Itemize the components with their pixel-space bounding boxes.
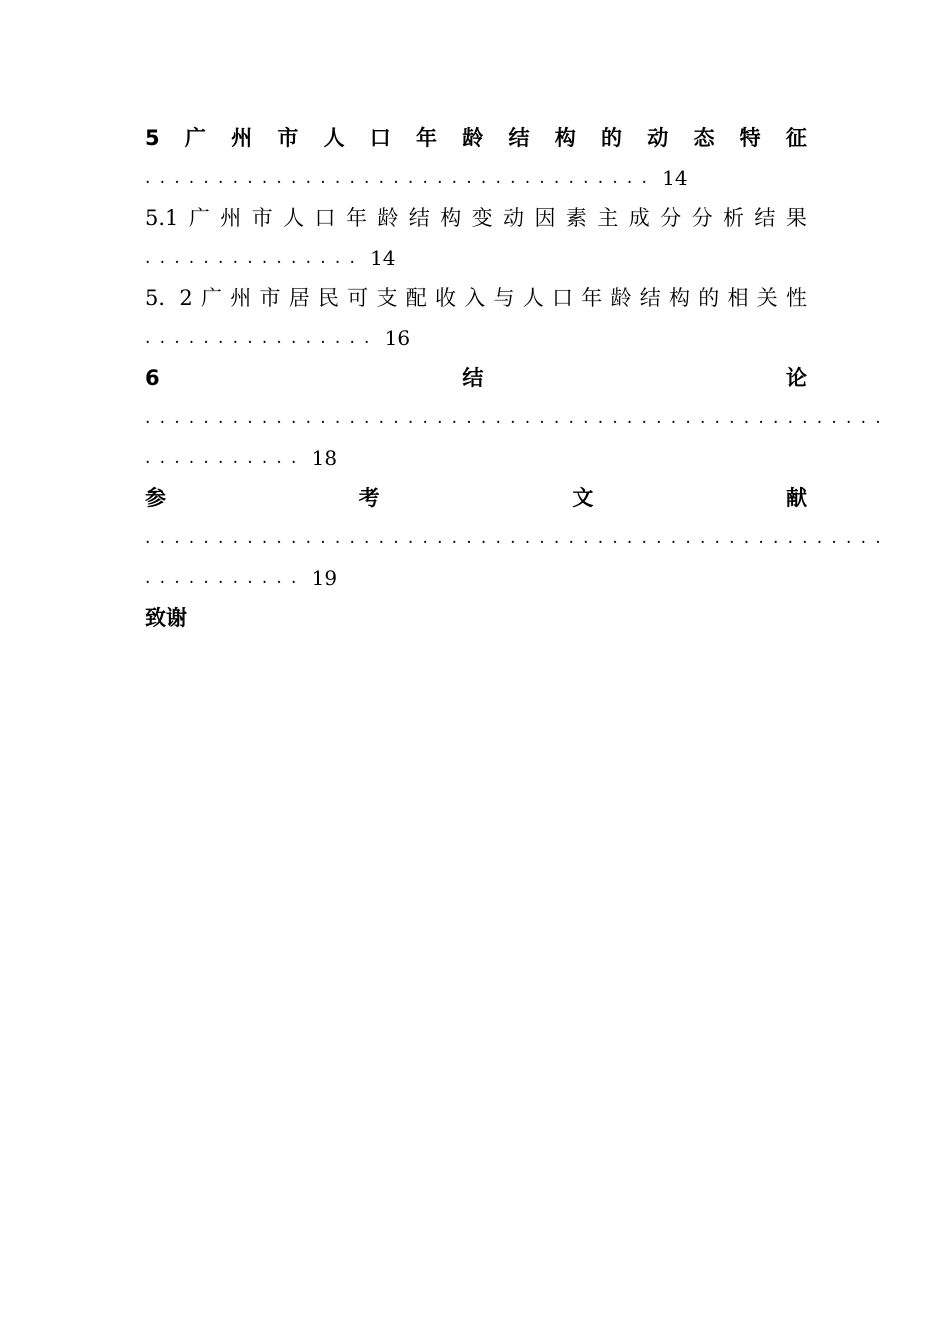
toc-char: 文 <box>572 486 594 510</box>
toc-char: 年 <box>416 126 438 150</box>
toc-char: 分 <box>660 206 682 230</box>
toc-char: 成 <box>628 206 650 230</box>
toc-entry-references-leader-full <box>145 518 890 558</box>
toc-thanks-title: 致谢 <box>145 606 187 630</box>
toc-entry-references-title[interactable] <box>145 478 807 518</box>
toc-dot-leader: ................................... <box>145 168 657 188</box>
toc-char: 因 <box>534 206 556 230</box>
toc-page-number: 16 <box>384 326 411 350</box>
toc-references-title <box>145 478 807 518</box>
toc-char: 关 <box>756 286 778 310</box>
toc-char: 市 <box>259 286 281 310</box>
toc-char: 口 <box>369 126 391 150</box>
toc-char: 龄 <box>610 286 632 310</box>
toc-entry-ch5-1-title[interactable] <box>145 198 807 238</box>
toc-char: 口 <box>551 286 573 310</box>
toc-char: 果 <box>785 206 807 230</box>
toc-entry-ch6-leader[interactable] <box>145 438 807 478</box>
toc-char: 考 <box>358 486 380 510</box>
toc-entry-thanks[interactable] <box>145 598 807 638</box>
toc-char: 与 <box>493 286 515 310</box>
toc-dot-leader: ................................................... <box>145 408 890 428</box>
toc-char: 年 <box>581 286 603 310</box>
toc-entry-ch5-2-leader[interactable] <box>145 318 807 358</box>
toc-char: 6 <box>145 366 160 390</box>
toc-char: 态 <box>693 126 715 150</box>
toc-char: 相 <box>727 286 749 310</box>
toc-char: 广 <box>188 206 210 230</box>
toc-char: 5．2 <box>145 286 193 310</box>
toc-char: 可 <box>347 286 369 310</box>
toc-char: 素 <box>565 206 587 230</box>
toc-char: 的 <box>698 286 720 310</box>
toc-char: 构 <box>440 206 462 230</box>
toc-char: 口 <box>314 206 336 230</box>
toc-char: 人 <box>522 286 544 310</box>
toc-char: 变 <box>471 206 493 230</box>
toc-dot-leader: ........... <box>145 448 306 468</box>
toc-char: 性 <box>785 286 807 310</box>
toc-char: 5 <box>145 126 160 150</box>
toc-char: 入 <box>464 286 486 310</box>
toc-dot-leader: ........... <box>145 568 306 588</box>
toc-char: 支 <box>376 286 398 310</box>
toc-page-number: 14 <box>662 166 688 190</box>
toc-char: 市 <box>251 206 273 230</box>
toc-char: 人 <box>283 206 305 230</box>
toc-char: 居 <box>288 286 310 310</box>
toc-char: 征 <box>785 126 807 150</box>
toc-entry-ch5-leader[interactable] <box>145 158 807 198</box>
toc-dot-leader: ................................................... <box>145 528 890 548</box>
toc-char: 广 <box>200 286 222 310</box>
toc-ch5-title <box>145 118 807 158</box>
toc-entry-ch6-title[interactable] <box>145 358 807 398</box>
toc-char: 州 <box>231 126 253 150</box>
toc-page-number: 14 <box>370 246 396 270</box>
toc-char: 州 <box>220 206 242 230</box>
toc-char: 州 <box>230 286 252 310</box>
toc-char: 收 <box>434 286 456 310</box>
toc-char: 特 <box>739 126 761 150</box>
toc-dot-leader: ................ <box>145 328 379 348</box>
table-of-contents <box>145 118 890 638</box>
toc-char: 市 <box>277 126 299 150</box>
toc-char: 配 <box>405 286 427 310</box>
toc-char: 龄 <box>462 126 484 150</box>
toc-page-number: 18 <box>311 446 338 470</box>
toc-page-number: 19 <box>311 566 338 590</box>
toc-char: 结 <box>639 286 661 310</box>
toc-dot-leader: ............... <box>145 248 365 268</box>
toc-char: 分 <box>691 206 713 230</box>
toc-char: 论 <box>786 366 807 390</box>
toc-entry-ch5-1-leader[interactable] <box>145 238 807 278</box>
toc-char: 析 <box>723 206 744 230</box>
toc-char: 结 <box>754 206 776 230</box>
toc-char: 民 <box>317 286 339 310</box>
toc-ch5-2-title <box>145 278 807 318</box>
toc-char: 5.1 <box>145 206 179 230</box>
toc-char: 参 <box>145 486 166 510</box>
toc-char: 动 <box>647 126 669 150</box>
toc-ch6-title <box>145 358 807 398</box>
toc-char: 构 <box>668 286 690 310</box>
toc-entry-references-leader[interactable] <box>145 558 807 598</box>
toc-char: 的 <box>600 126 622 150</box>
toc-char: 主 <box>597 206 619 230</box>
toc-ch5-1-title <box>145 198 807 238</box>
toc-char: 龄 <box>377 206 399 230</box>
toc-char: 结 <box>462 366 484 390</box>
toc-entry-ch5-2-title[interactable] <box>145 278 807 318</box>
toc-entry-ch6-leader-full <box>145 398 890 438</box>
toc-char: 构 <box>554 126 576 150</box>
toc-entry-ch5-title[interactable] <box>145 118 807 158</box>
toc-char: 结 <box>408 206 430 230</box>
toc-char: 人 <box>323 126 345 150</box>
toc-char: 广 <box>184 126 206 150</box>
toc-char: 动 <box>503 206 525 230</box>
toc-char: 献 <box>785 486 807 510</box>
toc-char: 年 <box>345 206 367 230</box>
toc-char: 结 <box>508 126 530 150</box>
